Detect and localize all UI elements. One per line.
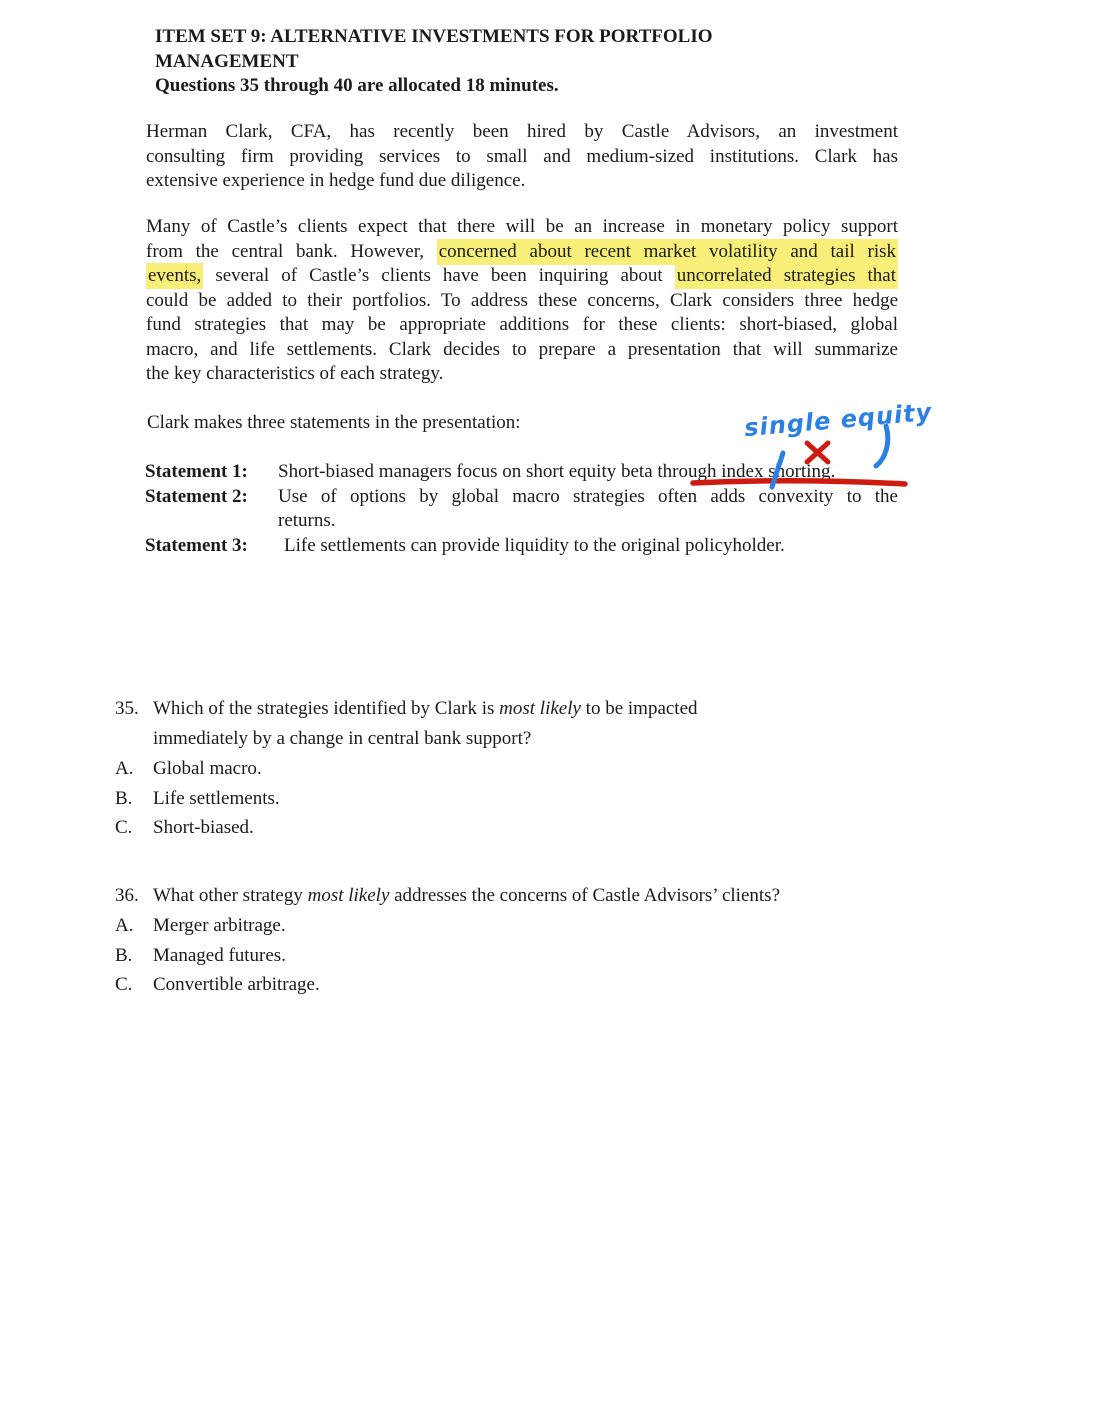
text-segment: extensive experience in hedge fund due diligence.: [146, 170, 526, 191]
text-segment: immediately by a change in central bank support?: [153, 728, 532, 749]
question-35-text: [153, 694, 905, 754]
question-36-option-c: [115, 970, 905, 1000]
text-segment: could be added to their portfolios. To address these concerns, Clark considers three hedge: [146, 289, 898, 311]
question-36-option-b: [115, 941, 905, 971]
statement-3-text: [278, 534, 898, 559]
text-segment: Many of Castle’s clients expect that there will be an increase in monetary policy support: [146, 216, 898, 237]
text-line: [153, 724, 905, 754]
text-line: [153, 881, 905, 911]
text-segment: What other strategy: [153, 885, 308, 906]
text-segment: to be impacted: [580, 698, 698, 719]
item-set-title-line2: MANAGEMENT: [155, 50, 299, 72]
text-segment: Use of options by global macro strategies often adds convexity to the: [278, 485, 898, 507]
question-35-option-b: [115, 784, 905, 814]
option-text: Life settlements.: [153, 787, 280, 809]
option-letter: B.: [115, 787, 133, 809]
text-segment: the key characteristics of each strategy.: [146, 363, 444, 384]
question-36-body: [115, 881, 905, 911]
highlighted-text: uncorrelated strategies that: [675, 263, 898, 289]
text-segment: addresses the concerns of Castle Advisors’ clients?: [389, 885, 780, 906]
text-segment: Short-biased managers focus on short equity beta through index shorting.: [278, 461, 836, 482]
text-segment: macro, and life settlements. Clark decides to prepare a presentation that will summarize: [146, 338, 898, 360]
text-line: [278, 509, 898, 534]
option-letter: A.: [115, 915, 134, 936]
scenario-paragraph: [146, 215, 898, 387]
italic-text: most likely: [307, 885, 390, 906]
text-line: [146, 313, 898, 338]
text-line: [146, 362, 898, 387]
option-letter: C.: [115, 817, 133, 838]
question-35-number: 35.: [115, 698, 139, 719]
item-set-title-line1: ITEM SET 9: ALTERNATIVE INVESTMENTS FOR PORTFOLIO: [155, 26, 713, 47]
text-line: [153, 694, 905, 724]
handwritten-note: single equity: [743, 397, 934, 443]
pen-descender-stroke: [876, 426, 888, 466]
text-line: [146, 289, 898, 314]
text-line: [146, 145, 898, 170]
option-letter: A.: [115, 758, 134, 779]
question-35-option-c: [115, 813, 905, 843]
option-text: Merger arbitrage.: [153, 915, 286, 936]
red-underline-stroke: [693, 481, 905, 484]
text-line: [146, 169, 898, 194]
text-segment: fund strategies that may be appropriate additions for these clients: short-biased, global: [146, 314, 898, 335]
italic-text: most likely: [499, 698, 581, 719]
highlighted-text: concerned about recent market volatility and tail risk: [437, 239, 898, 265]
text-segment: consulting firm providing services to small and medium-sized institutions. Clark has: [146, 145, 898, 167]
option-text: Global macro.: [153, 758, 262, 779]
text-line: [146, 264, 898, 289]
red-x-mark: [807, 443, 828, 462]
question-36-options: [115, 911, 905, 1000]
text-segment: several of Castle’s clients have been inquiring about: [203, 265, 675, 286]
option-text: Short-biased.: [153, 817, 254, 838]
text-line: [278, 534, 898, 559]
question-35-option-a: [115, 754, 905, 784]
pen-marks: [680, 405, 920, 505]
option-text: Convertible arbitrage.: [153, 974, 320, 995]
text-segment: from the central bank. However,: [146, 240, 437, 262]
highlighted-text: events,: [146, 263, 203, 289]
statements-intro: Clark makes three statements in the presentation:: [147, 412, 521, 433]
text-segment: returns.: [278, 510, 336, 531]
option-letter: B.: [115, 944, 133, 966]
text-line: [146, 215, 898, 240]
question-36-number: 36.: [115, 885, 139, 906]
question-36-option-a: [115, 911, 905, 941]
text-segment: Herman Clark, CFA, has recently been hired by Castle Advisors, an investment: [146, 121, 898, 142]
question-35: [115, 694, 905, 843]
text-line: [146, 120, 898, 145]
text-segment: Which of the strategies identified by Clark is: [153, 698, 500, 719]
option-text: Managed futures.: [153, 944, 286, 966]
item-set-header: [155, 25, 855, 99]
question-36: [115, 881, 905, 1000]
question-36-text: [153, 881, 905, 911]
question-35-options: [115, 754, 905, 843]
statement-row-3: [145, 534, 898, 559]
option-letter: C.: [115, 974, 133, 995]
text-segment: Life settlements can provide liquidity to the original policyholder.: [284, 534, 785, 556]
statement-1-label: Statement 1:: [145, 461, 248, 482]
statement-3-label: Statement 3:: [145, 534, 248, 556]
text-line: [146, 240, 898, 265]
time-allocation-note: Questions 35 through 40 are allocated 18 minutes.: [155, 75, 559, 96]
question-35-body: [115, 694, 905, 754]
statement-2-label: Statement 2:: [145, 485, 248, 507]
text-line: [146, 338, 898, 363]
intro-paragraph: [146, 120, 898, 194]
